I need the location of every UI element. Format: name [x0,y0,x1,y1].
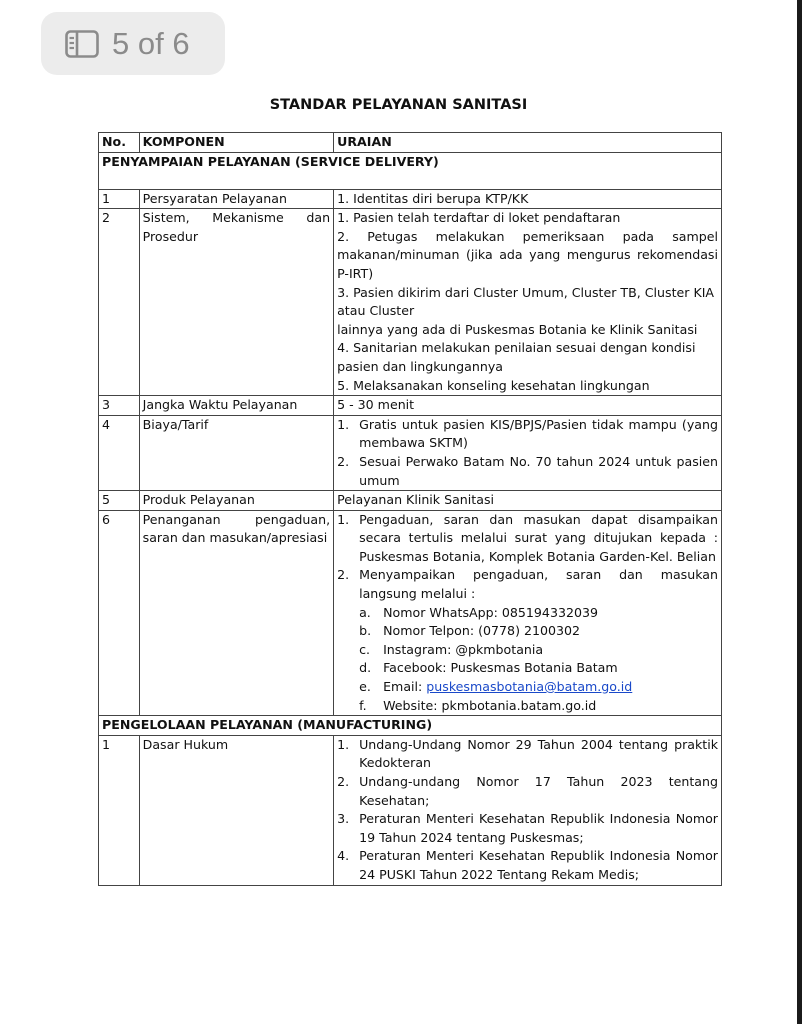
procedure-step: 4. Sanitarian melakukan penilaian sesuai dengan kondisi pasien dan lingkungannya [337,340,696,374]
legal-basis-list [337,736,718,885]
komponen-line: saran dan masukan/apresiasi [142,530,328,546]
row-komponen: Jangka Waktu Pelayanan [139,396,333,416]
tariff-list [337,416,718,490]
header-komponen: KOMPONEN [139,133,333,153]
row-number: 4 [99,415,140,490]
page-indicator[interactable] [41,12,225,75]
table-row [99,491,722,511]
row-uraian: 1. Identitas diri berupa KTP/KK [334,189,722,209]
service-standard-table [98,132,722,886]
row-komponen [139,510,333,716]
row-komponen: Dasar Hukum [139,735,333,885]
contact-website: f. Website: pkmbotania.batam.go.id [359,697,597,713]
header-uraian: URAIAN [334,133,722,153]
row-uraian [334,735,722,885]
row-number: 3 [99,396,140,416]
row-komponen: Produk Pelayanan [139,491,333,511]
section-title: PENYAMPAIAN PELAYANAN (SERVICE DELIVERY) [99,152,722,189]
row-number: 1 [99,735,140,885]
table-row [99,735,722,885]
row-uraian [334,209,722,396]
procedure-step: 3. Pasien dikirim dari Cluster Umum, Cluster TB, Cluster KIA atau Cluster [337,284,715,319]
list-item: 2. Menyampaikan pengaduan, saran dan masukan langsung melalui : [337,567,718,602]
section-manufacturing [99,716,722,736]
book-icon [65,30,99,58]
row-uraian: 5 - 30 menit [334,396,722,416]
table-row [99,396,722,416]
list-item: 4. Peraturan Menteri Kesehatan Republik Indonesia Nomor 24 PUSKI Tahun 2022 Tentang Rekam Medis; [337,848,718,882]
list-item: 2. Sesuai Perwako Batam No. 70 tahun 2024 untuk pasien umum [337,453,718,488]
procedure-step: 2. Petugas melakukan pemeriksaan pada sampel makanan/minuman (jika ada yang mengurus rekomendasi P-IRT) [337,228,718,281]
procedure-step: 5. Melaksanakan konseling kesehatan lingkungan [337,377,650,393]
list-item: 1. Pengaduan, saran dan masukan dapat disampaikan secara tertulis melalui surat yang ditujukan kepada : Puskesmas Botania, Komplek Botania Garden-Kel. Belian [337,511,718,564]
contact-whatsapp: a. Nomor WhatsApp: 085194332039 [359,604,599,620]
table-row [99,510,722,716]
procedure-step: 1. Pasien telah terdaftar di loket pendaftaran [337,210,621,226]
contact-instagram: c. Instagram: @pkmbotania [359,641,544,657]
row-number: 1 [99,189,140,209]
table-row [99,189,722,209]
komponen-line: Prosedur [142,228,199,244]
row-uraian [334,510,722,716]
contact-email: e. Email: puskesmasbotania@batam.go.id [359,678,718,697]
list-item: 1. Undang-Undang Nomor 29 Tahun 2004 tentang praktik Kedokteran [337,736,718,771]
procedure-step: lainnya yang ada di Puskesmas Botania ke Klinik Sanitasi [337,321,698,337]
email-link[interactable]: puskesmasbotania@batam.go.id [426,679,633,695]
row-number: 5 [99,491,140,511]
row-komponen [139,209,333,396]
document-title: STANDAR PELAYANAN SANITASI [269,97,528,113]
table-row [99,209,722,396]
section-title: PENGELOLAAN PELAYANAN (MANUFACTURING) [99,716,722,736]
contact-phone: b. Nomor Telpon: (0778) 2100302 [359,623,581,639]
page-count: 5 of 6 [112,25,190,61]
contact-list [337,604,718,716]
row-komponen: Persyaratan Pelayanan [139,189,333,209]
row-uraian: Pelayanan Klinik Sanitasi [334,491,722,511]
table-row [99,415,722,490]
komponen-line: Penanganan pengaduan, [142,511,331,527]
section-service-delivery [99,152,722,189]
table-header [99,133,722,153]
komponen-line: Sistem, Mekanisme dan [142,210,331,226]
complaint-list [337,511,718,604]
list-item: 2. Undang-undang Nomor 17 Tahun 2023 tentang Kesehatan; [337,774,718,808]
list-item: 1. Gratis untuk pasien KIS/BPJS/Pasien tidak mampu (yang membawa SKTM) [337,416,718,451]
header-no: No. [99,133,140,153]
row-uraian [334,415,722,490]
row-number: 2 [99,209,140,396]
contact-facebook: d. Facebook: Puskesmas Botania Batam [359,660,618,676]
row-komponen: Biaya/Tarif [139,415,333,490]
row-number: 6 [99,510,140,716]
list-item: 3. Peraturan Menteri Kesehatan Republik Indonesia Nomor 19 Tahun 2024 tentang Puskesmas; [337,811,718,845]
